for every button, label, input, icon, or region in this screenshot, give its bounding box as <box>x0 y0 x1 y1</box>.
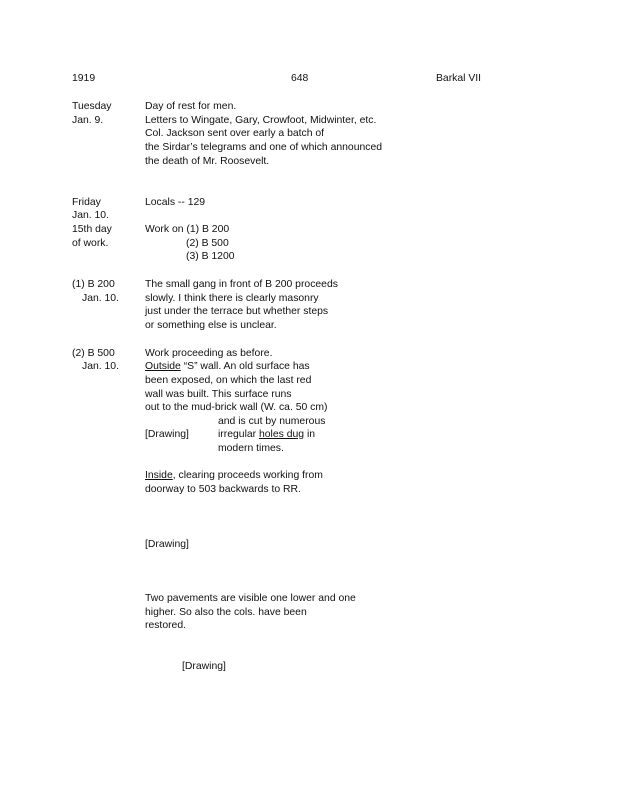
date-label: Jan. 10. <box>72 210 109 221</box>
work-item: (3) B 1200 <box>186 251 235 262</box>
date-label: Tuesday <box>72 101 112 112</box>
header-page-number: 648 <box>291 73 309 84</box>
text-line: been exposed, on which the last red <box>145 375 312 386</box>
section-label: (2) B 500 <box>72 348 115 359</box>
text-fragment: irregular <box>218 429 259 440</box>
text-line: slowly. I think there is clearly masonry <box>145 293 319 304</box>
section-label: (1) B 200 <box>72 279 115 290</box>
text-line: wall was built. This surface runs <box>145 389 292 400</box>
header-source: Barkal VII <box>436 73 482 84</box>
header-year: 1919 <box>72 73 96 84</box>
drawing-placeholder: [Drawing] <box>145 539 189 550</box>
text-line: out to the mud-brick wall (W. ca. 50 cm) <box>145 402 328 413</box>
text-line: Day of rest for men. <box>145 101 237 112</box>
section-date: Jan. 10. <box>82 361 119 372</box>
text-line: the death of Mr. Roosevelt. <box>145 156 270 167</box>
text-fragment: , clearing proceeds working from <box>172 470 323 481</box>
text-line: Letters to Wingate, Gary, Crowfoot, Midwinter, etc. <box>145 115 377 126</box>
text-line: just under the terrace but whether steps <box>145 306 329 317</box>
text-line <box>145 469 323 482</box>
text-line: Two pavements are visible one lower and one <box>145 593 356 604</box>
text-line: Col. Jackson sent over early a batch of <box>145 128 325 139</box>
section-date: Jan. 10. <box>82 293 119 304</box>
text-line: doorway to 503 backwards to RR. <box>145 484 301 495</box>
text-fragment: “S” wall. An old surface has <box>180 361 310 372</box>
text-line <box>145 360 310 373</box>
text-line: Work proceeding as before. <box>145 348 273 359</box>
locals-count: Locals -- 129 <box>145 197 206 208</box>
text-line: and is cut by numerous <box>218 416 326 427</box>
text-line <box>218 428 315 441</box>
date-label: Friday <box>72 197 101 208</box>
text-line: or something else is unclear. <box>145 320 277 331</box>
work-on-line: Work on (1) B 200 <box>145 224 230 235</box>
date-label: 15th day <box>72 224 112 235</box>
drawing-placeholder: [Drawing] <box>182 661 226 672</box>
text-line: the Sirdar’s telegrams and one of which announced <box>145 142 383 153</box>
underlined-word-outside: Outside <box>145 361 181 372</box>
underlined-word-inside: Inside <box>145 470 173 481</box>
text-fragment: in <box>304 429 316 440</box>
date-label: of work. <box>72 238 109 249</box>
date-label: Jan. 9. <box>72 115 104 126</box>
text-line: higher. So also the cols. have been <box>145 607 307 618</box>
text-line: modern times. <box>218 443 284 454</box>
underlined-phrase-holes-dug: holes dug <box>259 429 305 440</box>
text-line: restored. <box>145 620 187 631</box>
drawing-placeholder: [Drawing] <box>145 429 189 440</box>
work-item: (2) B 500 <box>186 238 229 249</box>
text-line: The small gang in front of B 200 proceeds <box>145 279 338 290</box>
